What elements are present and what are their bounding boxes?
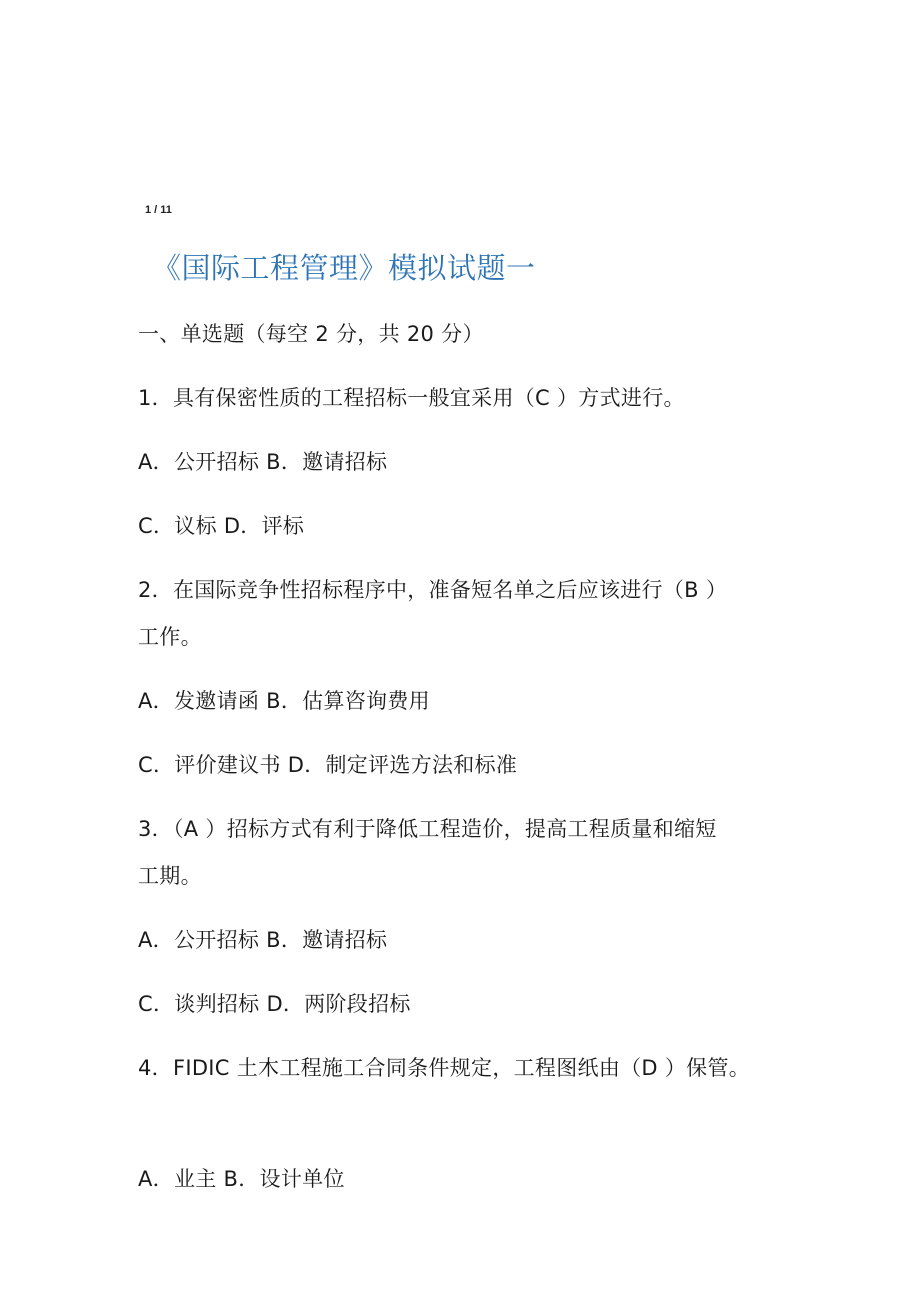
question-1-options-ab: A．公开招标 B．邀请招标 [138,450,388,474]
question-4-stem: 4．FIDIC 土木工程施工合同条件规定，工程图纸由（D ）保管。 [138,1056,751,1080]
question-2-stem-continued: 工作。 [138,625,202,649]
question-3-stem: 3．（A ）招标方式有利于降低工程造价，提高工程质量和缩短 [138,817,717,841]
question-2-options-cd: C．评价建议书 D．制定评选方法和标准 [138,753,518,777]
question-1-stem: 1．具有保密性质的工程招标一般宜采用（C ）方式进行。 [138,386,685,410]
question-3-stem-continued: 工期。 [138,864,202,888]
question-3-options-cd: C．谈判招标 D．两阶段招标 [138,992,411,1016]
question-3-options-ab: A．公开招标 B．邀请招标 [138,928,388,952]
page-indicator: 1 / 11 [145,204,172,216]
section-heading: 一、单选题（每空 2 分，共 20 分） [138,322,484,346]
question-1-options-cd: C．议标 D．评标 [138,514,305,538]
question-4-options-ab: A．业主 B．设计单位 [138,1167,345,1191]
document-title: 《国际工程管理》模拟试题一 [152,251,536,285]
question-2-stem: 2．在国际竞争性招标程序中，准备短名单之后应该进行（B ） [138,578,728,602]
question-2-options-ab: A．发邀请函 B．估算咨询费用 [138,689,430,713]
